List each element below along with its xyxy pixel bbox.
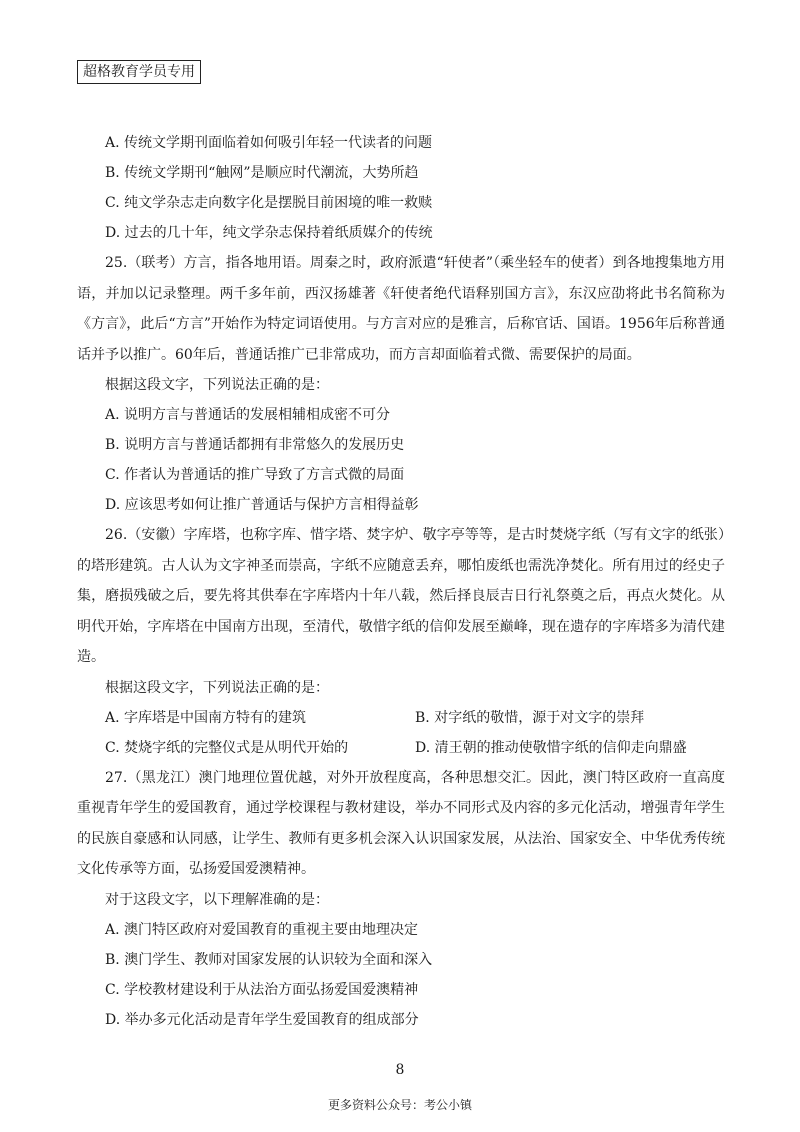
q25-option-c: C. 作者认为普通话的推广导致了方言式微的局面 (105, 467, 405, 483)
q27-option-b: B. 澳门学生、教师对国家发展的认识较为全面和深入 (105, 951, 433, 968)
q26-option-d: D. 清王朝的推动使敬惜字纸的信仰走向鼎盛 (415, 739, 687, 756)
q26-option-b: B. 对字纸的敬惜，源于对文字的崇拜 (415, 709, 645, 726)
q24-option-d: D. 过去的几十年，纯文学杂志保持着纸质媒介的传统 (105, 225, 433, 241)
footer-note: 更多资料公众号：考公小镇 (327, 1098, 472, 1112)
q27-option-c: C. 学校教材建设利于从法治方面弘扬爱国爱澳精神 (105, 981, 419, 998)
q24-option-a: A. 传统文学期刊面临着如何吸引年轻一代读者的问题 (105, 135, 433, 151)
q25-passage: 25.（联考）方言，指各地用语。周秦之时，政府派遣“轩使者”（乘坐轻车的使者）到各地搜集地方用语，并加以记录整理。两千多年前，西汉扬雄著《轩使者绝代语释别国方言》，东汉应劭将此书名简称为《方言》，此后“方言”开始作为特定词语使用。与方言对应的是雅言，后称官话、国语。1956年后称普通话并予以推广。60年后，普通话推广已非常成功，而方言却面临着式微、需要保护的局面。 (77, 255, 725, 363)
q27-option-a: A. 澳门特区政府对爱国教育的重视主要由地理决定 (105, 921, 419, 938)
page-number: 8 (395, 1062, 405, 1078)
q24-option-b: B. 传统文学期刊“触网”是顺应时代潮流，大势所趋 (105, 165, 419, 181)
q27-stem: 对于这段文字，以下理解准确的是： (105, 891, 329, 908)
q27-option-d: D. 举办多元化活动是青年学生爱国教育的组成部分 (105, 1011, 419, 1028)
student-only-stamp: 超格教育学员专用 (77, 60, 201, 84)
q26-options-row-1 (77, 703, 725, 733)
page-content (77, 128, 725, 1035)
q26-stem: 根据这段文字，下列说法正确的是： (105, 679, 329, 696)
q26-options-row-2 (77, 733, 725, 763)
q27-passage: 27.（黑龙江）澳门地理位置优越，对外开放程度高，各种思想交汇。因此，澳门特区政府一直高度重视青年学生的爱国教育，通过学校课程与教材建设，举办不同形式及内容的多元化活动，增强青年学生的民族自豪感和认同感，让学生、教师有更多机会深入认识国家发展，从法治、国家安全、中华优秀传统文化传承等方面，弘扬爱国爱澳精神。 (77, 769, 725, 877)
q25-option-b: B. 说明方言与普通话都拥有非常悠久的发展历史 (105, 437, 405, 453)
q26-option-c: C. 焚烧字纸的完整仪式是从明代开始的 (105, 739, 349, 756)
q25-option-d: D. 应该思考如何让推广普通话与保护方言相得益彰 (105, 497, 419, 513)
q26-passage: 26.（安徽）字库塔，也称字库、惜字塔、焚字炉、敬字亭等等，是古时焚烧字纸（写有文字的纸张）的塔形建筑。古人认为文字神圣而崇高，字纸不应随意丢弃，哪怕废纸也需洗净焚化。所有用过的经史子集，磨损残破之后，要先将其供奉在字库塔内十年八载，然后择良辰吉日行礼祭奠之后，再点火焚化。从明代开始，字库塔在中国南方出现，至清代，敬惜字纸的信仰发展至巅峰，现在遗存的字库塔多为清代建造。 (77, 527, 725, 665)
q25-stem: 根据这段文字，下列说法正确的是： (105, 377, 329, 393)
q25-option-a: A. 说明方言与普通话的发展相辅相成密不可分 (105, 407, 391, 423)
q26-option-a: A. 字库塔是中国南方特有的建筑 (105, 709, 307, 726)
q24-option-c: C. 纯文学杂志走向数字化是摆脱目前困境的唯一救赎 (105, 195, 433, 211)
